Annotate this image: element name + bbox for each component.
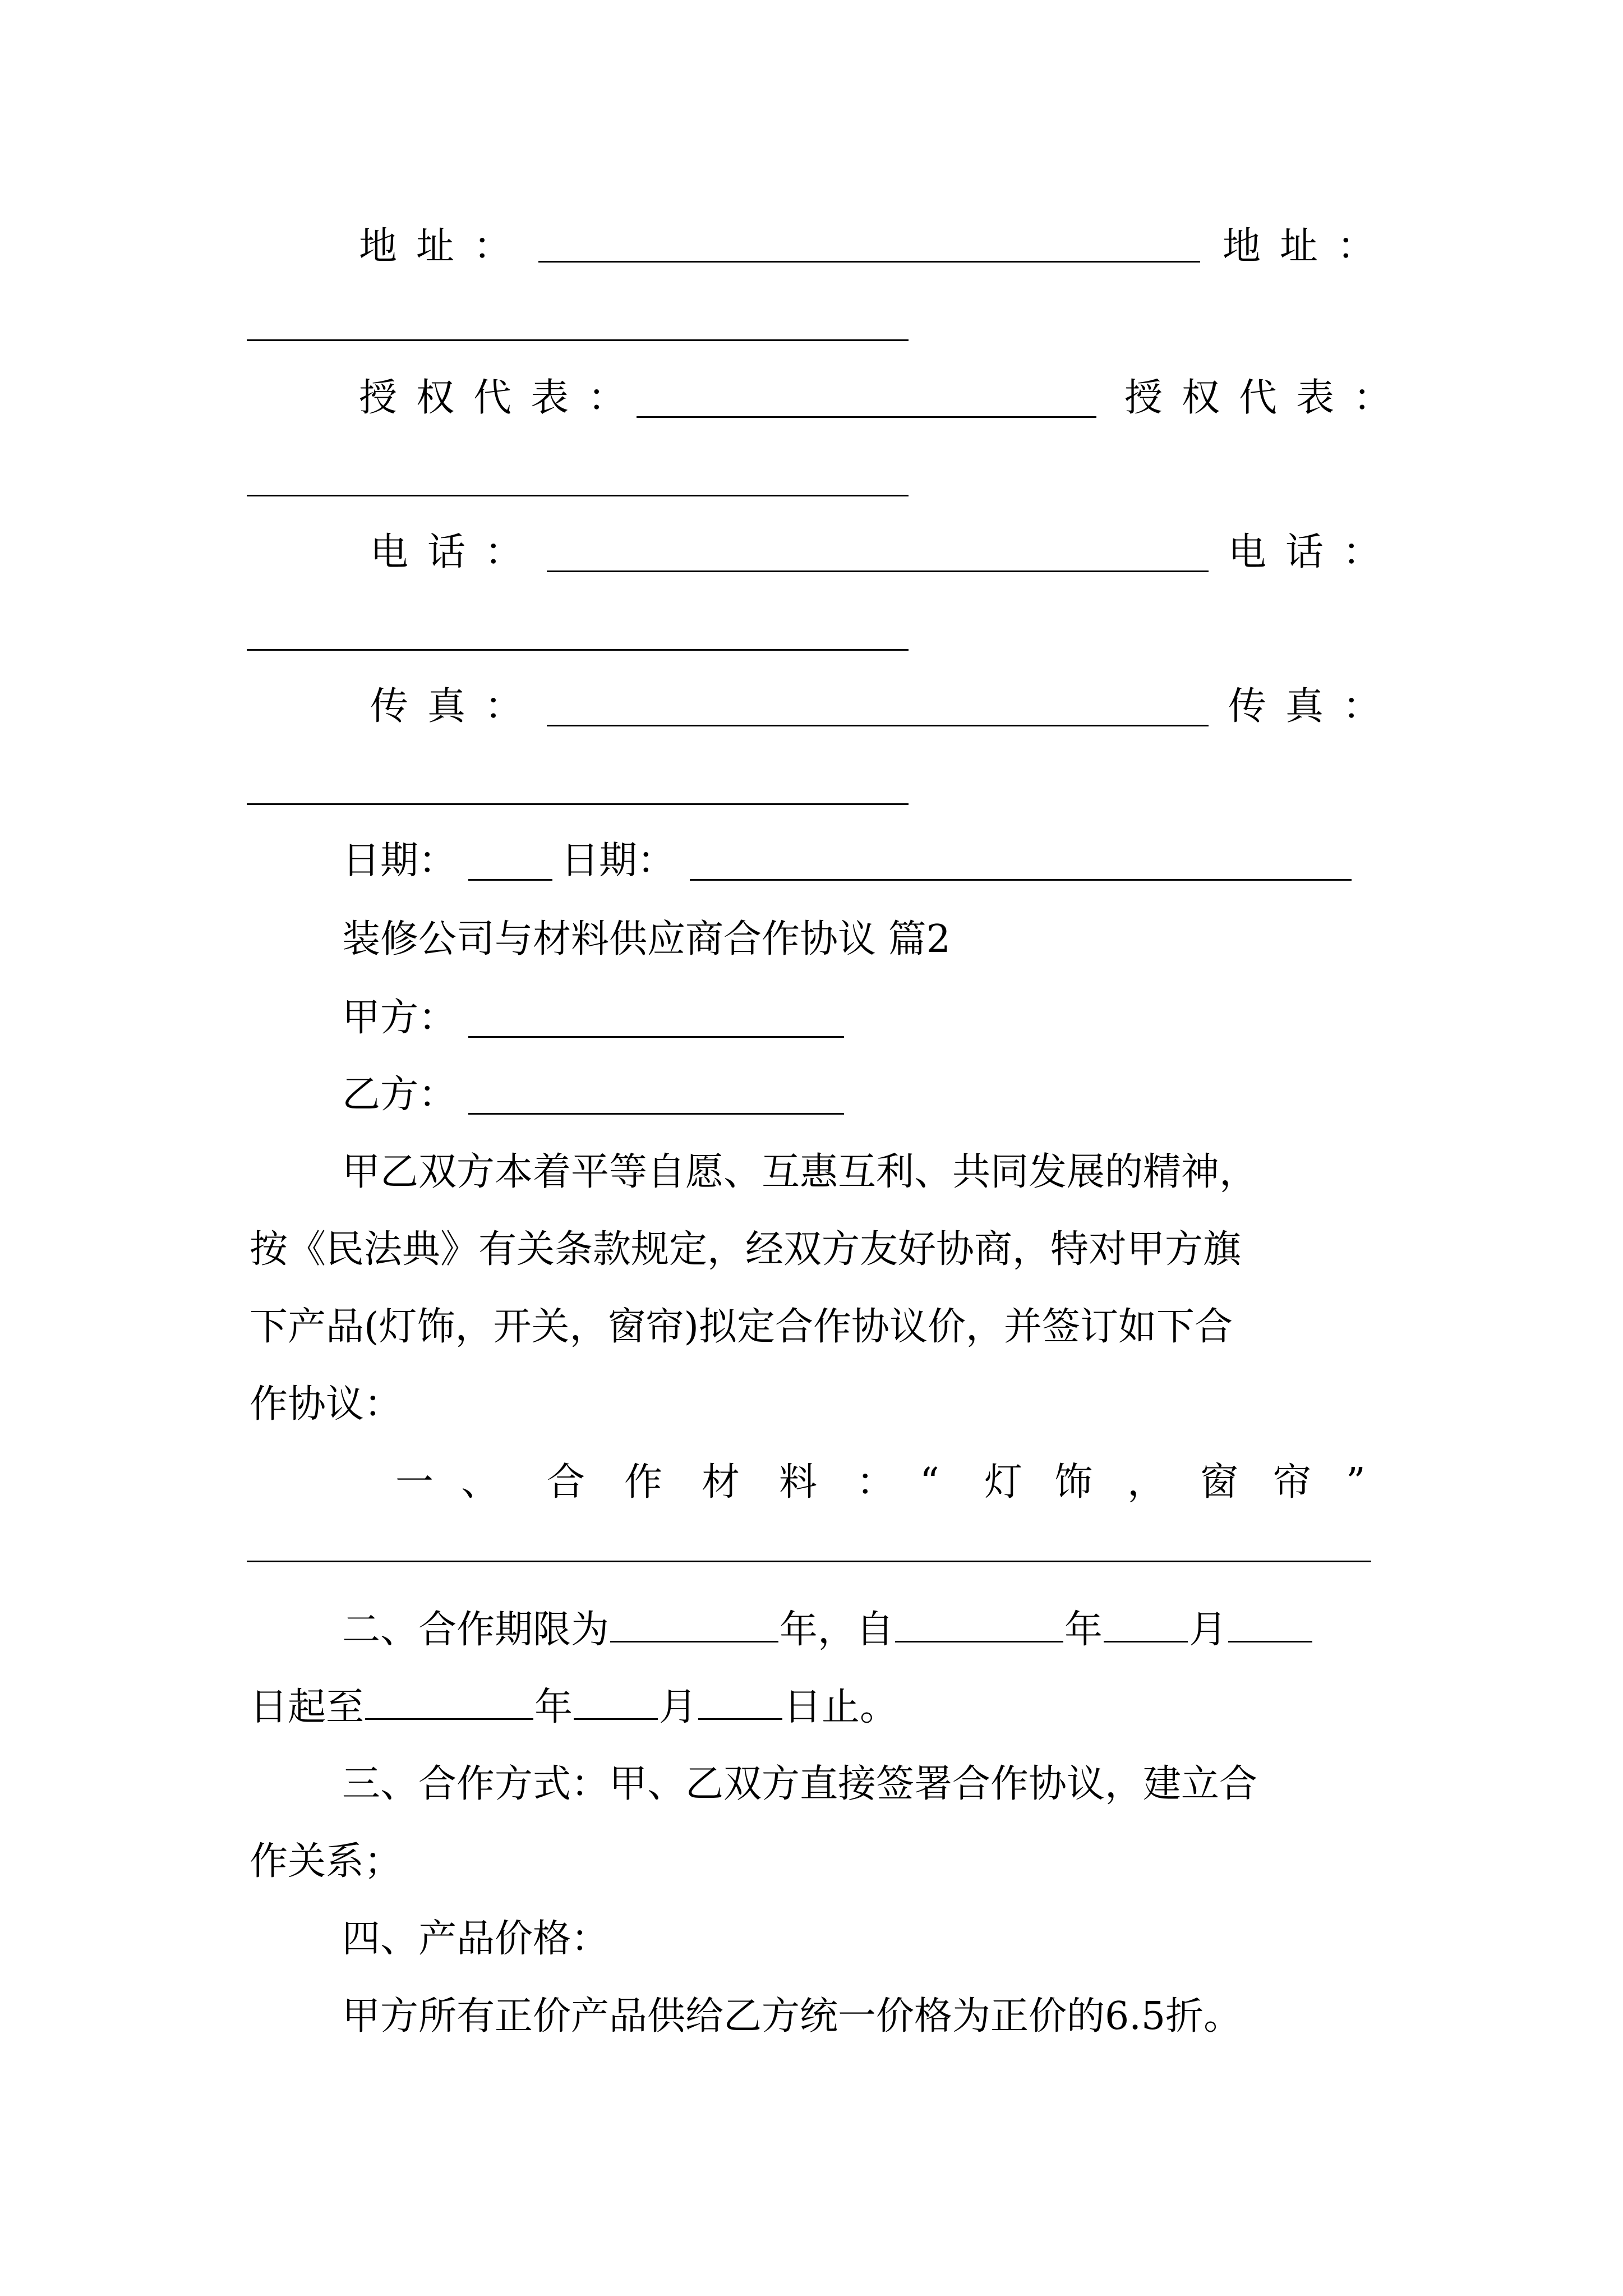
party-b-blank xyxy=(468,1113,844,1115)
clause-1-char: 帘 xyxy=(1273,1460,1312,1504)
address-label-a: 地址： xyxy=(359,224,531,269)
clause-2-start: 二、合作期限为 xyxy=(342,1608,610,1652)
clause-4-title: 四、产品价格： xyxy=(342,1917,610,1961)
clause-2-end-year: 年 xyxy=(534,1685,573,1729)
address-blank-a xyxy=(538,261,1200,263)
clause-1-char: “ xyxy=(920,1460,939,1504)
party-a-label: 甲方： xyxy=(342,996,457,1040)
clause-2-month: 月 xyxy=(1189,1608,1228,1652)
clause-1-char: 灯 xyxy=(984,1460,1023,1504)
clause-2-day-until: 日起至 xyxy=(250,1685,365,1729)
date-blank-b xyxy=(690,879,1352,881)
term-years-blank xyxy=(610,1607,778,1642)
clause-2-line-2 xyxy=(250,1685,898,1730)
clause-2-year-from: 年，自 xyxy=(780,1608,895,1652)
clause-1-char: ： xyxy=(856,1460,895,1504)
section-title: 装修公司与材料供应商合作协议 篇2 xyxy=(342,917,951,961)
clause-1-blank xyxy=(247,1561,1371,1562)
address-label-b: 地址： xyxy=(1223,224,1395,269)
clause-2-end: 日止。 xyxy=(783,1685,898,1729)
clause-1-char: ， xyxy=(1127,1460,1166,1504)
date-blank-a xyxy=(468,879,552,881)
clause-4-line-1: 甲方所有正价产品供给乙方统一价格为正价的6.5折。 xyxy=(342,1994,1242,2039)
clause-1-char: 窗 xyxy=(1200,1460,1239,1504)
start-year-blank xyxy=(895,1607,1063,1642)
intro-line-4: 作协议： xyxy=(250,1382,403,1427)
clause-2-end-month: 月 xyxy=(659,1685,698,1729)
clause-1-char: 料 xyxy=(779,1460,818,1504)
phone-blank-b xyxy=(247,649,909,651)
representative-label-b: 授权代表： xyxy=(1124,376,1411,420)
clause-2-year: 年 xyxy=(1064,1608,1103,1652)
date-label-a: 日期： xyxy=(342,839,457,883)
representative-blank-a xyxy=(637,416,1096,418)
party-b-label: 乙方： xyxy=(342,1073,457,1117)
fax-label-b: 传真： xyxy=(1228,684,1400,729)
clause-1-char: 材 xyxy=(702,1460,740,1504)
clause-1-char: 饰 xyxy=(1054,1460,1093,1504)
date-label-b: 日期： xyxy=(561,839,676,883)
clause-1-char: 、 xyxy=(461,1460,500,1504)
representative-blank-b xyxy=(247,495,909,496)
address-blank-b xyxy=(247,339,909,341)
clause-1-char: 合 xyxy=(547,1460,585,1504)
intro-line-3: 下产品(灯饰，开关，窗帘)拟定合作协议价，并签订如下合 xyxy=(250,1305,1233,1349)
clause-3-line-1: 三、合作方式：甲、乙双方直接签署合作协议，建立合 xyxy=(342,1762,1258,1806)
end-day-blank xyxy=(698,1685,782,1720)
intro-line-2: 按《民法典》有关条款规定，经双方友好协商，特对甲方旗 xyxy=(250,1227,1242,1272)
phone-label-b: 电话： xyxy=(1228,530,1400,574)
fax-blank-b xyxy=(247,803,909,805)
clause-3-line-2: 作关系； xyxy=(250,1839,403,1884)
representative-label-a: 授权代表： xyxy=(359,376,645,420)
end-month-blank xyxy=(574,1685,658,1720)
party-a-blank xyxy=(468,1036,844,1038)
start-month-blank xyxy=(1104,1607,1188,1642)
phone-label-a: 电话： xyxy=(370,530,542,574)
fax-label-a: 传真： xyxy=(370,684,542,729)
end-year-blank xyxy=(365,1685,533,1720)
clause-1-char: ” xyxy=(1346,1460,1366,1504)
start-day-blank xyxy=(1228,1607,1312,1642)
fax-blank-a xyxy=(547,725,1209,726)
clause-2-line-1 xyxy=(342,1607,1313,1653)
clause-1-char: 一 xyxy=(395,1460,434,1504)
intro-line-1: 甲乙双方本着平等自愿、互惠互利、共同发展的精神， xyxy=(342,1150,1258,1194)
clause-1-char: 作 xyxy=(624,1460,663,1504)
phone-blank-a xyxy=(547,570,1209,572)
